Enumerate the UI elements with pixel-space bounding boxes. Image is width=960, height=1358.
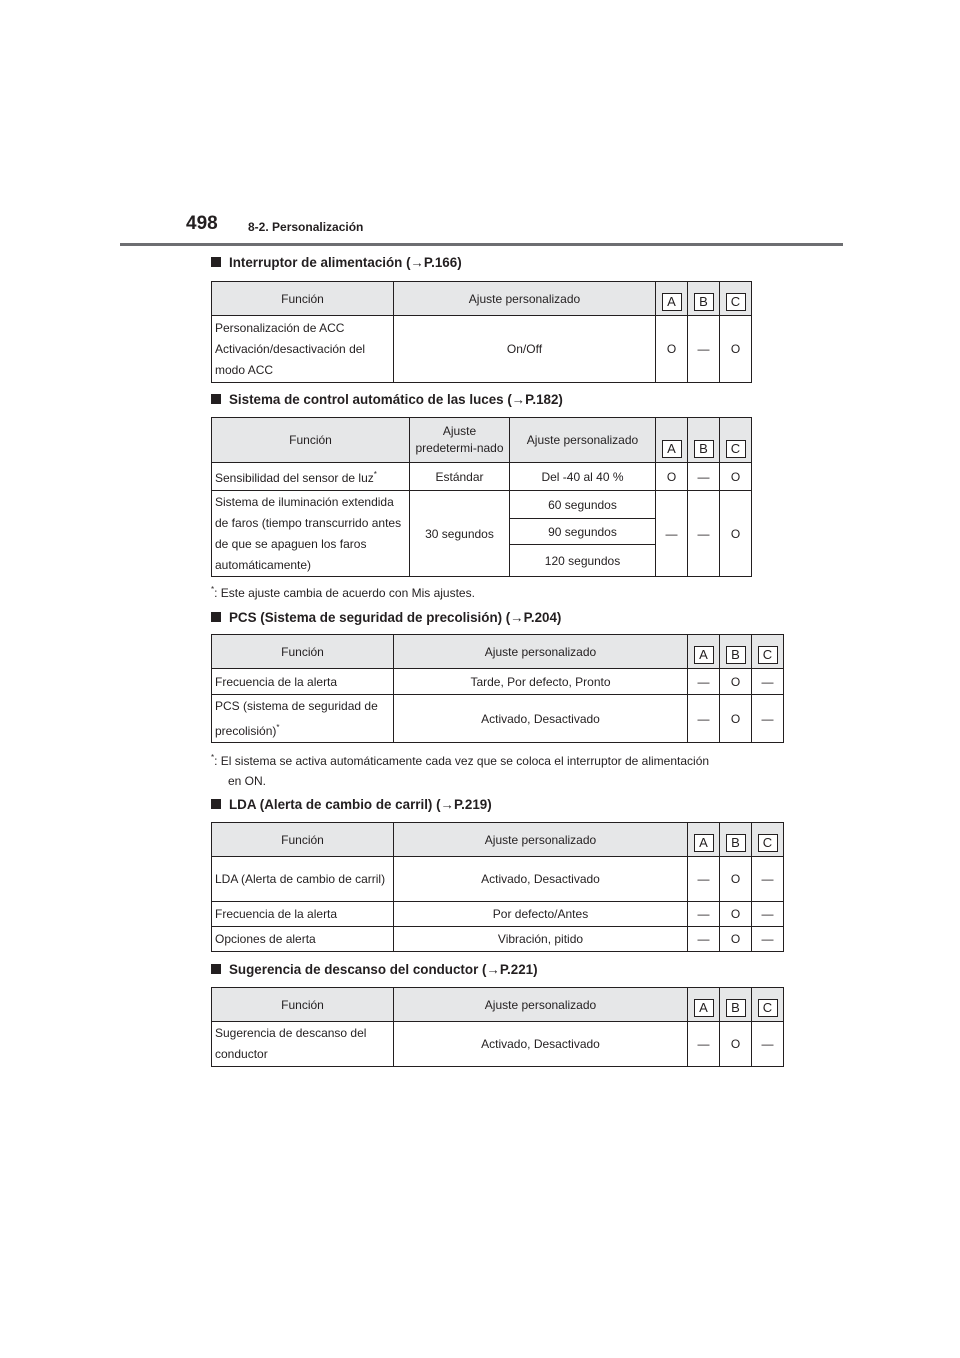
- cell-a: O: [656, 316, 688, 383]
- cell-ajuste: Activado, Desactivado: [394, 1022, 688, 1067]
- header-funcion: Función: [212, 282, 394, 316]
- header-ajuste: Ajuste personalizado: [394, 635, 688, 669]
- cell-c: O: [720, 316, 752, 383]
- cell-a: —: [656, 491, 688, 577]
- cell-c: —: [752, 1022, 784, 1067]
- header-b: B: [720, 988, 752, 1022]
- cell-funcion: Sensibilidad del sensor de luz*: [212, 463, 410, 491]
- table-descanso: [211, 987, 784, 1067]
- table-row: [212, 669, 784, 695]
- cell-funcion: LDA (Alerta de cambio de carril): [212, 857, 394, 902]
- header-predeterminado: Ajuste predetermi-nado: [410, 418, 510, 463]
- table-row: [212, 463, 752, 491]
- cell-funcion: Opciones de alerta: [212, 927, 394, 952]
- cell-ajuste: Activado, Desactivado: [394, 695, 688, 743]
- header-funcion: Función: [212, 823, 394, 857]
- footnote: *: Este ajuste cambia de acuerdo con Mis ajustes.: [211, 585, 475, 600]
- cell-a: —: [688, 669, 720, 695]
- heading-pcs: PCS (Sistema de seguridad de precolisión) (→P.204): [211, 610, 561, 625]
- cell-c: —: [752, 902, 784, 927]
- header-a: A: [656, 418, 688, 463]
- cell-c: —: [752, 669, 784, 695]
- cell-b: O: [720, 669, 752, 695]
- cell-b: O: [720, 857, 752, 902]
- header-ajuste: Ajuste personalizado: [394, 823, 688, 857]
- cell-a: —: [688, 695, 720, 743]
- cell-b: —: [688, 491, 720, 577]
- cell-a: —: [688, 902, 720, 927]
- table-pcs: [211, 634, 784, 743]
- cell-c: —: [752, 927, 784, 952]
- cell-a: —: [688, 857, 720, 902]
- cell-ajuste: 120 segundos: [510, 545, 656, 577]
- table-row: [212, 695, 784, 743]
- cell-ajuste: 60 segundos: [510, 491, 656, 519]
- header-b: B: [688, 418, 720, 463]
- bullet-square-icon: [211, 964, 221, 974]
- header-funcion: Función: [212, 988, 394, 1022]
- cell-predeterminado: 30 segundos: [410, 491, 510, 577]
- heading-descanso: Sugerencia de descanso del conductor (→P.221): [211, 962, 538, 977]
- cell-b: O: [720, 927, 752, 952]
- header-c: C: [752, 635, 784, 669]
- heading-interruptor: Interruptor de alimentación (→P.166): [211, 255, 462, 270]
- cell-funcion: Sistema de iluminación extendida de faros (tiempo transcurrido antes de que se apaguen los faros automáticamente): [212, 491, 410, 577]
- cell-c: —: [752, 695, 784, 743]
- header-c: C: [752, 823, 784, 857]
- cell-c: —: [752, 857, 784, 902]
- cell-b: O: [720, 1022, 752, 1067]
- table-luces: [211, 417, 752, 577]
- header-ajuste: Ajuste personalizado: [510, 418, 656, 463]
- footnote: *: El sistema se activa automáticamente cada vez que se coloca el interruptor de alimentación en ON.: [211, 753, 710, 788]
- header-a: A: [688, 635, 720, 669]
- cell-funcion: Frecuencia de la alerta: [212, 669, 394, 695]
- cell-funcion: Frecuencia de la alerta: [212, 902, 394, 927]
- heading-luces: Sistema de control automático de las luces (→P.182): [211, 392, 563, 407]
- cell-ajuste: 90 segundos: [510, 519, 656, 545]
- header-b: B: [688, 282, 720, 316]
- table-row: [212, 316, 752, 383]
- header-b: B: [720, 635, 752, 669]
- cell-a: O: [656, 463, 688, 491]
- header-c: C: [720, 282, 752, 316]
- cell-b: —: [688, 316, 720, 383]
- cell-b: —: [688, 463, 720, 491]
- header-ajuste: Ajuste personalizado: [394, 282, 656, 316]
- header-funcion: Función: [212, 418, 410, 463]
- cell-ajuste: Tarde, Por defecto, Pronto: [394, 669, 688, 695]
- cell-ajuste: Del -40 al 40 %: [510, 463, 656, 491]
- bullet-square-icon: [211, 257, 221, 267]
- header-rule: [120, 243, 843, 246]
- header-a: A: [688, 988, 720, 1022]
- table-interruptor: [211, 281, 752, 383]
- table-row: [212, 1022, 784, 1067]
- cell-c: O: [720, 491, 752, 577]
- cell-ajuste: Por defecto/Antes: [394, 902, 688, 927]
- table-row: [212, 491, 752, 519]
- cell-ajuste: Activado, Desactivado: [394, 857, 688, 902]
- heading-lda: LDA (Alerta de cambio de carril) (→P.219): [211, 797, 492, 812]
- bullet-square-icon: [211, 394, 221, 404]
- cell-ajuste: Vibración, pitido: [394, 927, 688, 952]
- cell-funcion: Sugerencia de descanso del conductor: [212, 1022, 394, 1067]
- bullet-square-icon: [211, 612, 221, 622]
- cell-b: O: [720, 902, 752, 927]
- cell-funcion: Personalización de ACC Activación/desactivación del modo ACC: [212, 316, 394, 383]
- table-row: [212, 927, 784, 952]
- section-title: 8-2. Personalización: [248, 220, 364, 234]
- header-ajuste: Ajuste personalizado: [394, 988, 688, 1022]
- cell-c: O: [720, 463, 752, 491]
- header-a: A: [656, 282, 688, 316]
- header-c: C: [752, 988, 784, 1022]
- table-row: [212, 857, 784, 902]
- cell-b: O: [720, 695, 752, 743]
- table-row: [212, 902, 784, 927]
- cell-ajuste: On/Off: [394, 316, 656, 383]
- table-lda: [211, 822, 784, 952]
- bullet-square-icon: [211, 799, 221, 809]
- header-b: B: [720, 823, 752, 857]
- header-funcion: Función: [212, 635, 394, 669]
- cell-a: —: [688, 927, 720, 952]
- cell-funcion: PCS (sistema de seguridad de precolisión)*: [212, 695, 394, 743]
- cell-a: —: [688, 1022, 720, 1067]
- page-number: 498: [186, 213, 218, 234]
- header-a: A: [688, 823, 720, 857]
- cell-predeterminado: Estándar: [410, 463, 510, 491]
- header-c: C: [720, 418, 752, 463]
